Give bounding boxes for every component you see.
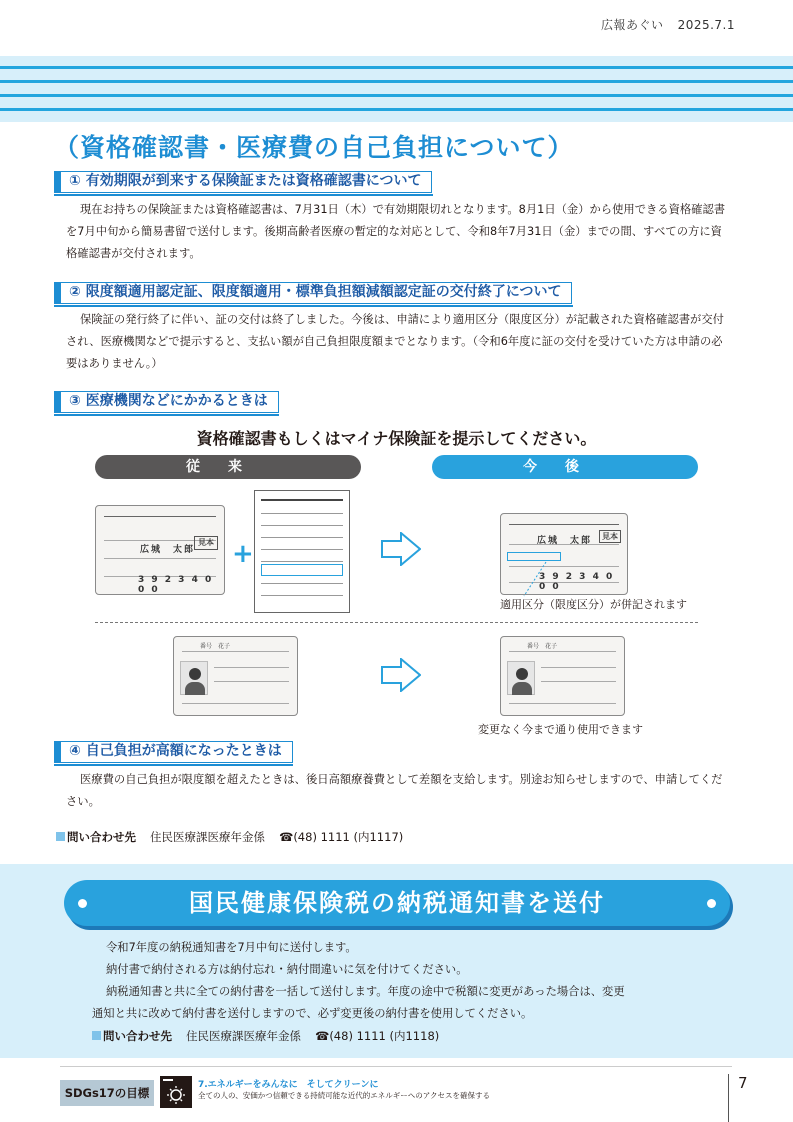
contact-label: 問い合わせ先 [67, 830, 136, 844]
footer-divider [60, 1066, 732, 1067]
mynumber-name: 番号 花子 [527, 643, 558, 650]
page-header [601, 16, 735, 33]
tax-notice-line-4: 通知と共に改めて納付書を送付しますので、必ず変更後の納付書を使用してください。 [92, 1007, 533, 1020]
limit-certificate-paper [254, 490, 350, 613]
mynumber-card-before [173, 636, 298, 716]
tax-notice-line-1: 令和7年度の納税通知書を7月中旬に送付します。 [106, 941, 357, 954]
label-before: 従来 [95, 455, 361, 479]
label-after: 今後 [432, 455, 698, 479]
article-title: （資格確認書・医療費の自己負担について） [54, 133, 574, 162]
section-heading-1: ① 有効期限が到来する保険証または資格確認書について [54, 171, 432, 193]
tax-notice-title: 国民健康保険税の納税通知書を送付 [189, 889, 605, 917]
section-body-4: 医療費の自己負担が限度額を超えたときは、後日高額療養費として差額を支給します。別途お知らせしますので、申請してください。 [66, 773, 723, 808]
publication-name: 広報あぐい [601, 18, 664, 32]
card-holder-name: 広城 太郎 [140, 545, 196, 555]
section-heading-2: ② 限度額適用認定証、限度額適用・標準負担額減額認定証の交付終了について [54, 282, 572, 304]
tax-notice-line-2: 納付書で納付される方は納付忘れ・納付間違いに気を付けてください。 [106, 963, 468, 976]
arrow-right-icon [381, 658, 421, 692]
sdg-goal-title: 7.エネルギーをみんなに そしてクリーンに [198, 1080, 379, 1090]
contact-dept: 住民医療課医療年金係 [150, 830, 265, 844]
portrait-photo [507, 661, 535, 695]
caption-limit-category: 適用区分（限度区分）が併記されます [500, 598, 687, 611]
limit-highlight [261, 564, 343, 576]
contact-info-1 [56, 829, 403, 845]
section-heading-3: ③ 医療機関などにかかるときは [54, 391, 279, 413]
sdgs-label: SDGs17の目標 [60, 1080, 154, 1106]
publication-date: 2025.7.1 [677, 18, 735, 32]
sample-seal: 見本 [194, 536, 218, 550]
pointer-line [520, 560, 550, 600]
section-body-2: 保険証の発行終了に伴い、証の交付は終了しました。今後は、申請により適用区分（限度区分）が記載された資格確認書が交付され、医療機関などで提示すると、支払い額が自己負担限度額までとなります。（令和6年度に証の交付を受けていた方は申請の必要はありません。） [66, 313, 724, 370]
contact-label: 問い合わせ先 [103, 1029, 172, 1043]
sdg-goal-7-icon [160, 1076, 192, 1108]
plus-icon: + [232, 539, 254, 569]
tax-notice-banner [64, 880, 730, 926]
section-body-1: 現在お持ちの保険証または資格確認書は、7月31日（木）で有効期限切れとなります。8月1日（金）から使用できる資格確認書を7月中旬から簡易書留で送付します。後期高齢者医療の暫定的な対応として、令和8年7月31日（金）までの間、すべての方に資格確認書が交付されます。 [66, 203, 726, 260]
header-stripes [0, 56, 793, 122]
page-number: 7 [738, 1074, 748, 1092]
divider [95, 622, 698, 623]
square-icon [56, 832, 65, 841]
mynumber-card-after [500, 636, 625, 716]
insurance-card-old [95, 505, 225, 595]
arrow-right-icon [381, 532, 421, 566]
portrait-photo [180, 661, 208, 695]
caption-unchanged: 変更なく今まで通り使用できます [478, 723, 643, 736]
sample-seal: 見本 [599, 530, 621, 543]
page-number-divider [728, 1074, 729, 1122]
sdg-goal-description: 全ての人の、安価かつ信頼できる持続可能な近代的エネルギーへのアクセスを確保する [198, 1091, 490, 1100]
card-number: 3 9 2 3 4 0 0 0 [138, 575, 214, 595]
contact-dept: 住民医療課医療年金係 [186, 1029, 301, 1043]
contact-info-2 [92, 1028, 439, 1044]
mynumber-name: 番号 花子 [200, 643, 231, 650]
card-number: 3 9 2 3 4 0 0 0 [539, 572, 615, 592]
notice-text: 資格確認書もしくはマイナ保険証を提示してください。 [196, 429, 597, 448]
contact-phone: ☎(48) 1111 (内1117) [279, 830, 404, 844]
contact-phone: ☎(48) 1111 (内1118) [315, 1029, 440, 1043]
tax-notice-line-3: 納税通知書と共に全ての納付書を一括して送付します。年度の途中で税額に変更があった場合は、変更 [106, 985, 625, 998]
square-icon [92, 1031, 101, 1040]
card-holder-name: 広城 太郎 [537, 536, 593, 546]
section-heading-4: ④ 自己負担が高額になったときは [54, 741, 293, 763]
